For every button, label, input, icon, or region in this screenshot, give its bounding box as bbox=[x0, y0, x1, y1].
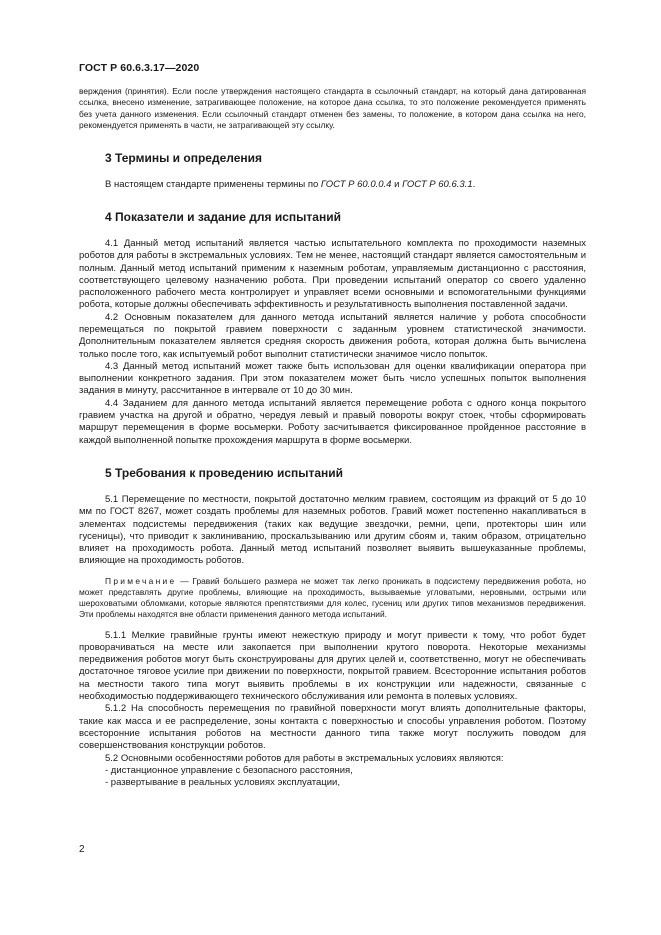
section-3-ref-2: ГОСТ Р 60.6.3.1 bbox=[402, 178, 473, 190]
note-text: — Гравий большего размера не может так легко проникать в подсистему передвижения робота, но может представлять другие проблемы, влияющие на проходимость, вызываемые угловатыми, неровными, острыми или шероховатыми обломками, которые являются препятствиями для колес, гусениц или других типов механизмов передвижения. Эти проблемы находятся вне области применения данного метода испытаний. bbox=[79, 575, 586, 620]
note-paragraph bbox=[79, 576, 586, 621]
paragraph-4-1: 4.1 Данный метод испытаний является частью испытательного комплекта по проходимости наземных роботов для работы в экстремальных условиях. Тем не менее, настоящий стандарт является самостоятельным и полным. Данный метод испытаний применим к наземным роботам, управляемым дистанционно с расстояния, соответствующего целевому назначению робота. При проведении испытаний оператор со своего удаленно расположенного рабочего места контролирует и управляет всеми основными и вспомогательными функциями робота, которые должны обеспечивать эффективность и результативность выполнения поставленной задачи. bbox=[79, 237, 586, 311]
section-5-heading: 5 Требования к проведению испытаний bbox=[105, 465, 344, 480]
section-3-text-suffix: . bbox=[472, 178, 476, 190]
section-3-text-mid: и bbox=[391, 178, 403, 190]
paragraph-4-2: 4.2 Основным показателем для данного метода испытаний является наличие у робота способности перемещаться по покрытой гравием поверхности с заданным уровнем статистической значимости. Дополнительным показателем является средняя скорость движения робота, которая должна быть вычислена только после того, как испытуемый робот выполнит статистически значимое число попыток. bbox=[79, 311, 586, 360]
section-3-ref-1: ГОСТ Р 60.0.0.4 bbox=[320, 178, 392, 190]
note-label: Примечание bbox=[105, 575, 177, 586]
document-code-header: ГОСТ Р 60.6.3.17—2020 bbox=[79, 62, 200, 74]
list-item: - дистанционное управление с безопасного расстояния, bbox=[105, 764, 353, 776]
section-3-paragraph bbox=[79, 179, 586, 191]
list-item: - развертывание в реальных условиях эксплуатации, bbox=[105, 777, 340, 789]
section-3-text-prefix: В настоящем стандарте применены термины по bbox=[105, 178, 321, 190]
paragraph-5-2: 5.2 Основными особенностями роботов для работы в экстремальных условиях являются: bbox=[105, 752, 504, 764]
paragraph-5-1-2: 5.1.2 На способность перемещения по гравийной поверхности могут влиять дополнительные факторы, такие как масса и ее распределение, зоны контакта с поверхностью и способы управления роботом. Поэтому всесторонние испытания роботов на местности данного типа также могут послужить поводом для совершенствования конструкции роботов. bbox=[79, 703, 586, 752]
page-content bbox=[79, 86, 586, 789]
paragraph-5-1: 5.1 Перемещение по местности, покрытой достаточно мелким гравием, состоящим из фракций от 5 до 10 мм по ГОСТ 8267, может создать проблемы для наземных роботов. Гравий может постепенно накапливаться в элементах подсистемы передвижения (таких как ведущие звездочки, ремни, цепи, протекторы шин или гусеницы), что приводит к заклиниванию, проскальзыванию или другим сбоям и, таким образом, отрицательно влияет на проходимость робота. Данный метод испытаний позволяет выявить вышеуказанные проблемы, влияющие на проходимость роботов. bbox=[79, 493, 586, 567]
section-3-heading: 3 Термины и определения bbox=[105, 150, 263, 165]
page-number: 2 bbox=[79, 844, 85, 855]
section-4-heading: 4 Показатели и задание для испытаний bbox=[105, 209, 341, 224]
intro-paragraph: верждения (принятия). Если после утверждения настоящего стандарта в ссылочный стандарт, на который дана датированная ссылка, внесено изменение, затрагивающее положение, на которое дана ссылка, то это положение рекомендуется применять без учета данного изменения. Если ссылочный стандарт отменен без замены, то положение, в котором дана ссылка на него, рекомендуется применять в части, не затрагивающей эту ссылку. bbox=[79, 86, 586, 131]
paragraph-5-1-1: 5.1.1 Мелкие гравийные грунты имеют нежесткую природу и могут привести к тому, что робот будет проворачиваться на месте или закопается при выполнении крутого поворота. Некоторые механизмы передвижения роботов могут быть сконструированы для других целей и, соответственно, могут не обеспечивать достаточное тяговое усилие при движении по поверхности, покрытой гравием. Всесторонние испытания роботов на местности такого типа могут выявить проблемы в их конструкции или надежности, связанные с необходимостью поддерживающего технического обслуживания или ремонта в полевых условиях. bbox=[79, 629, 586, 703]
paragraph-4-3: 4.3 Данный метод испытаний может также быть использован для оценки квалификации оператора при выполнении конкретного задания. При этом показателем может быть число успешных попыток выполнения задания в минуту, рассчитанное в интервале от 10 до 30 мин. bbox=[79, 360, 586, 397]
paragraph-4-4: 4.4 Заданием для данного метода испытаний является перемещение робота с одного конца покрытого гравием участка на другой и обратно, чередуя левый и правый повороты вокруг стоек, чтобы сформировать маршрут перемещения в форме восьмерки. Роботу засчитывается фиксированное пройденное расстояние в каждой выполненной попытке прохождения маршрута в форме восьмерки. bbox=[79, 397, 586, 446]
